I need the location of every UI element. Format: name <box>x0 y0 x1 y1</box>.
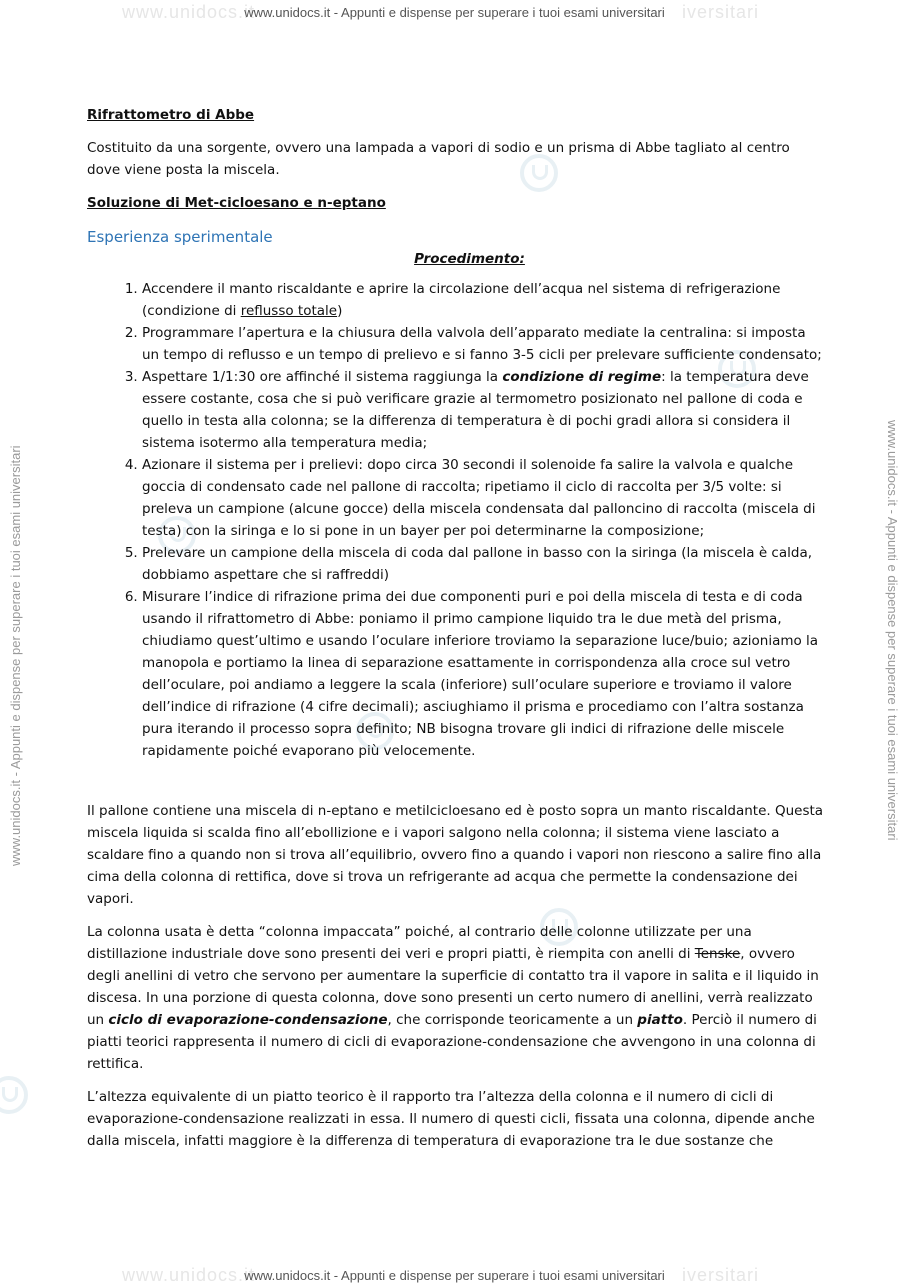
watermark-ghost-bottom-left: www.unidocs.it <box>122 1265 256 1285</box>
watermark-ghost-top-left: www.unidocs.it <box>122 2 256 22</box>
document-body <box>87 104 824 1152</box>
paragraph-rifrattometro: Costituito da una sorgente, ovvero una lampada a vapori di sodio e un prisma di Abbe tagliato al centro dove viene posta la miscela. <box>87 140 790 178</box>
unidocs-logo-watermark <box>0 1076 28 1114</box>
underlined-term: reflusso totale <box>240 303 338 319</box>
paragraph-altezza: L’altezza equivalente di un piatto teorico è il rapporto tra l’altezza della colonna e il numero di cicli di evaporazione-condensazione realizzati in essa. Il numero di questi cicli, fissata una colonna, dipende anche dalla miscela, infatti maggiore è la differenza di temperatura di evaporazione tra le due sostanze che <box>87 1089 815 1149</box>
watermark-right-side: www.unidocs.it - Appunti e dispense per superare i tuoi esami universitari <box>885 420 900 841</box>
watermark-header: www.unidocs.it - Appunti e dispense per superare i tuoi esami universitari <box>244 5 665 20</box>
watermark-left-side: www.unidocs.it - Appunti e dispense per superare i tuoi esami universitari <box>8 445 23 866</box>
emphasized-term: piatto <box>637 1012 683 1028</box>
paragraph-colonna: La colonna usata è detta “colonna impaccata” poiché, al contrario delle colonne utilizzate per una distillazione industriale dove sono presenti dei veri e propri piatti, è riempita con anelli di Tenske, ovvero degli anellini di vetro che servono per aumentare la superficie di contatto tra il vapore in salita e il liquido in discesa. In una porzione di questa colonna, dove sono presenti un certo numero di anellini, verrà realizzato un ciclo di evaporazione-condensazione, che corrisponde teoricamente a un piatto. Perciò il numero di piatti teorici rappresenta il numero di cicli di evaporazione-condensazione che avvengono in una colonna di rettifica. <box>87 924 819 1072</box>
title-rifrattometro: Rifrattometro di Abbe <box>87 107 255 123</box>
procedure-steps <box>87 278 824 762</box>
watermark-ghost-top-right: iversitari <box>682 2 760 22</box>
list-item: 2. Programmare l’apertura e la chiusura della valvola dell’apparato mediate la centralina: si imposta un tempo di reflusso e un tempo di prelievo e si fanno 3-5 cicli per prelevare sufficiente condensato; <box>142 322 824 366</box>
emphasized-term: condizione di regime <box>502 369 662 385</box>
title-soluzione: Soluzione di Met-cicloesano e n-eptano <box>87 195 386 211</box>
section-heading-esperienza: Esperienza sperimentale <box>87 228 273 246</box>
emphasized-term: ciclo di evaporazione-condensazione <box>108 1012 388 1028</box>
list-item: 1. Accendere il manto riscaldante e aprire la circolazione dell’acqua nel sistema di refrigerazione (condizione di reflusso totale) <box>142 278 824 322</box>
watermark-footer: www.unidocs.it - Appunti e dispense per superare i tuoi esami universitari <box>244 1268 665 1283</box>
list-item: 5. Prelevare un campione della miscela di coda dal pallone in basso con la siringa (la miscela è calda, dobbiamo aspettare che si raffreddi) <box>142 542 824 586</box>
list-item: 3. Aspettare 1/1:30 ore affinché il sistema raggiunga la condizione di regime: la temperatura deve essere costante, cosa che si può verificare grazie al termometro posizionato nel pallone di coda e quello in testa alla colonna; se la differenza di temperatura è di pochi gradi allora si considera il sistema isotermo alla temperatura media; <box>142 366 824 454</box>
procedure-title: Procedimento: <box>414 251 525 267</box>
paragraph-pallone: Il pallone contiene una miscela di n-eptano e metilcicloesano ed è posto sopra un manto riscaldante. Questa miscela liquida si scalda fino all’ebollizione e i vapori salgono nella colonna; il sistema viene lasciato a scaldare fino a quando non si trova all’equilibrio, ovvero fino a quando i vapori non riescono a salire fino alla cima della colonna di rettifica, dove si trova un refrigerante ad acqua che permette la condensazione dei vapori. <box>87 803 824 907</box>
list-item: 6. Misurare l’indice di rifrazione prima dei due componenti puri e poi della miscela di testa e di coda usando il rifrattometro di Abbe: poniamo il primo campione liquido tra le due metà del prisma, chiudiamo quest’ultimo e usando l’oculare inferiore troviamo la separazione luce/buio; azioniamo la manopola e portiamo la linea di separazione esattamente in corrispondenza alla croce sul vetro dell’oculare, poi andiamo a leggere la scala (inferiore) sull’oculare superiore e troviamo il valore dell’indice di rifrazione (4 cifre decimali); asciughiamo il prisma e procediamo con l’altra sostanza pura iterando il processo sopra definito; NB bisogna trovare gli indici di rifrazione delle miscele rapidamente poiché evaporano più velocemente. <box>142 586 824 762</box>
watermark-ghost-bottom-right: iversitari <box>682 1265 760 1285</box>
struck-term: Tenske <box>694 946 741 962</box>
list-item: 4. Azionare il sistema per i prelievi: dopo circa 30 secondi il solenoide fa salire la valvola e qualche goccia di condensato cade nel pallone di raccolta; ripetiamo il ciclo di raccolta per 3/5 volte: si preleva un campione (alcune gocce) della miscela condensata dal palloncino di raccolta (miscela di testa) con la siringa e lo si pone in un bayer per poi determinarne la composizione; <box>142 454 824 542</box>
